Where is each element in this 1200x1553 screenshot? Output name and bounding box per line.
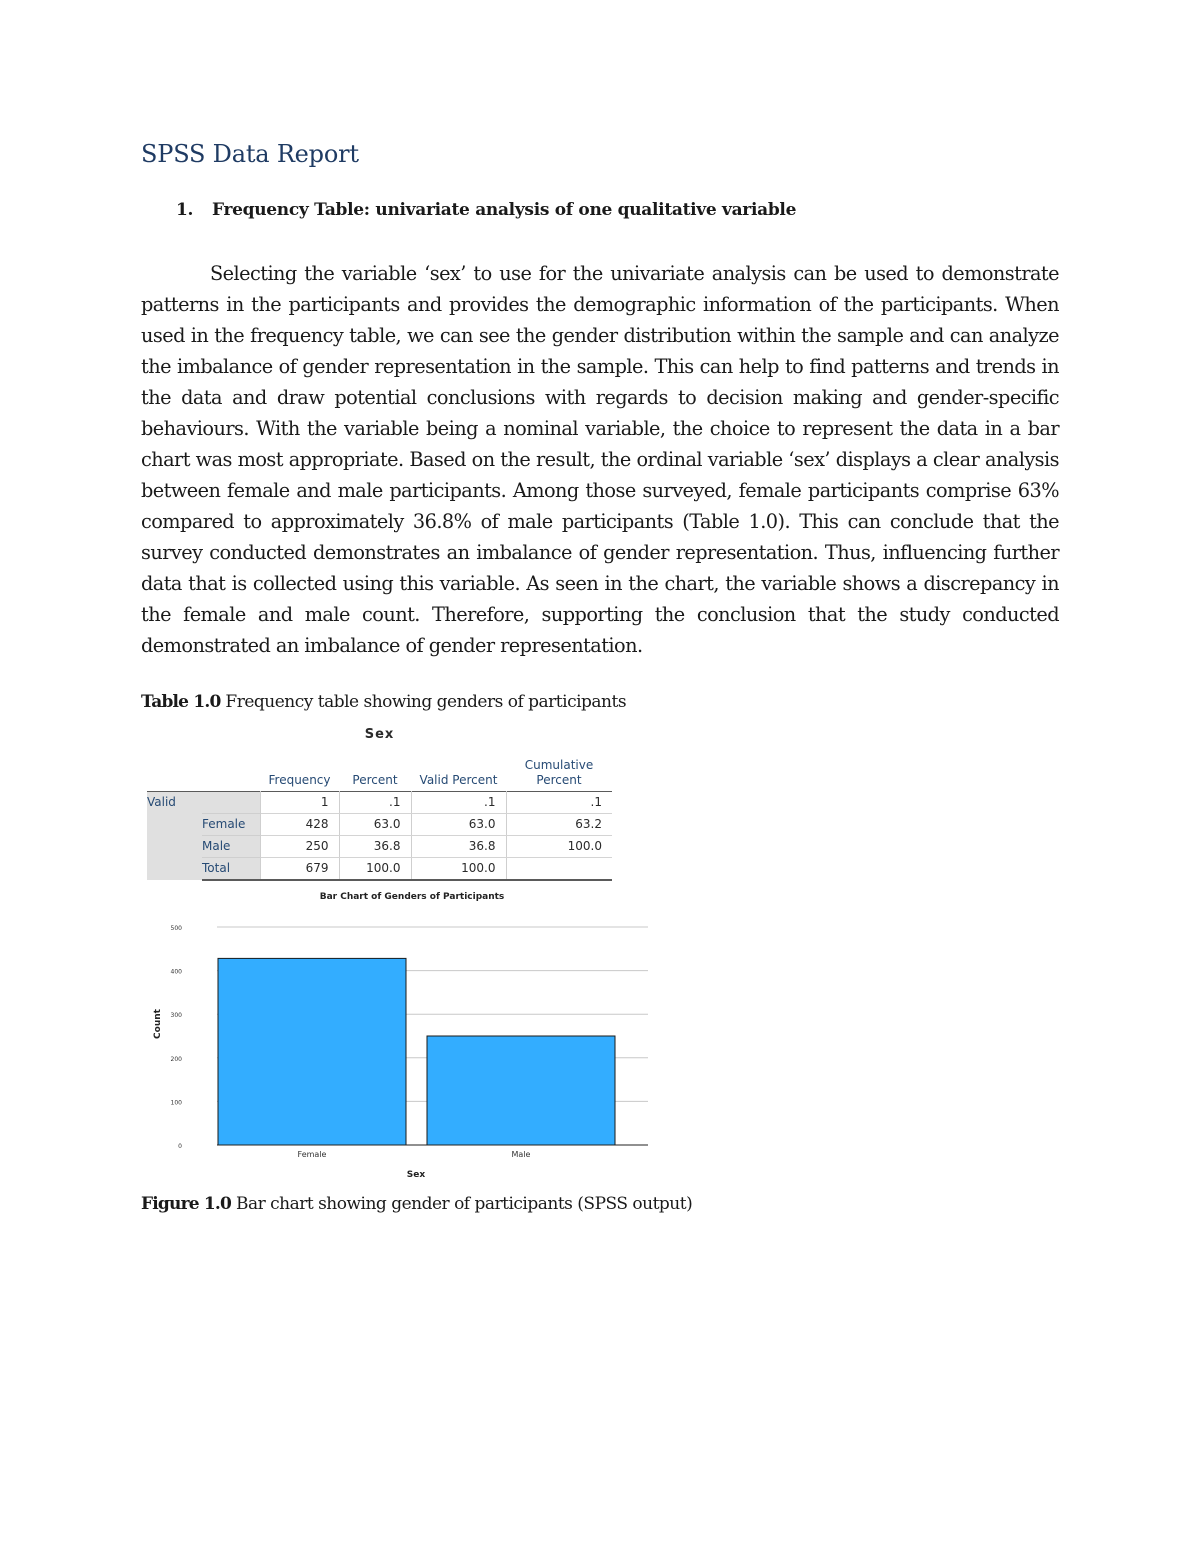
header-blank — [147, 748, 260, 792]
table-caption-text: Frequency table showing genders of participants — [220, 692, 627, 712]
cell-percent: 100.0 — [339, 858, 411, 881]
cell-cumulative: .1 — [506, 792, 612, 814]
page-title: SPSS Data Report — [141, 140, 359, 168]
x-tick-label: Female — [297, 1150, 327, 1159]
bar-female — [218, 958, 406, 1145]
y-tick-label: 100 — [170, 1099, 182, 1107]
y-tick-label: 300 — [170, 1012, 182, 1020]
figure-caption — [141, 1194, 692, 1214]
section-heading — [176, 200, 796, 220]
table-row — [147, 792, 612, 814]
header-frequency: Frequency — [268, 773, 331, 787]
figure-caption-text: Bar chart showing gender of participants (SPSS output) — [231, 1194, 693, 1214]
x-tick-label: Male — [511, 1150, 531, 1159]
chart-bars — [218, 958, 615, 1145]
header-valid-percent: Valid Percent — [419, 773, 498, 787]
bar-male — [427, 1036, 615, 1145]
cell-cumulative: 63.2 — [506, 814, 612, 836]
group-label: Valid — [147, 792, 202, 881]
bar-chart — [140, 882, 660, 1182]
frequency-table — [147, 722, 612, 881]
cell-frequency: 679 — [260, 858, 339, 881]
bar-chart-svg — [140, 882, 660, 1182]
y-axis-label: Count — [153, 1009, 163, 1039]
cell-cumulative — [506, 858, 612, 881]
table-row — [147, 836, 612, 858]
frequency-table-title: Sex — [364, 727, 395, 742]
chart-x-ticks — [298, 1150, 531, 1159]
frequency-table-grid — [147, 748, 612, 881]
row-label: Total — [202, 858, 260, 881]
cell-frequency: 428 — [260, 814, 339, 836]
figure-caption-label: Figure 1.0 — [141, 1194, 232, 1214]
cell-frequency: 250 — [260, 836, 339, 858]
cell-percent: 36.8 — [339, 836, 411, 858]
y-tick-label: 200 — [170, 1055, 182, 1063]
row-label: Female — [202, 814, 260, 836]
y-tick-label: 400 — [170, 968, 182, 976]
table-row — [147, 814, 612, 836]
y-tick-label: 0 — [178, 1143, 182, 1150]
cell-cumulative: 100.0 — [506, 836, 612, 858]
cell-valid-percent: 63.0 — [411, 814, 506, 836]
row-label — [202, 792, 260, 814]
section-heading-text: Frequency Table: univariate analysis of one qualitative variable — [212, 200, 797, 220]
body-paragraph: Selecting the variable ‘sex’ to use for the univariate analysis can be used to demonstrate patterns in the participants and provides the demographic information of the participants. When used in the frequency table, we can see the gender distribution within the sample and can analyze the imbalance of gender representation in the sample. This can help to find patterns and trends in the data and draw potential conclusions with regards to decision making and gender-specific behaviours. With the variable being a nominal variable, the choice to represent the data in a bar chart was most appropriate. Based on the result, the ordinal variable ‘sex’ displays a clear analysis between female and male participants. Among those surveyed, female participants comprise 63% compared to approximately 36.8% of male participants (Table 1.0). This can conclude that the survey conducted demonstrates an imbalance of gender representation. Thus, influencing further data that is collected using this variable. As seen in the chart, the variable shows a discrepancy in the female and male count. Therefore, supporting the conclusion that the study conducted demonstrated an imbalance of gender representation. — [141, 262, 1059, 657]
y-tick-label: 500 — [170, 925, 182, 932]
section-number: 1. — [176, 200, 194, 220]
cell-percent: 63.0 — [339, 814, 411, 836]
cell-valid-percent: 100.0 — [411, 858, 506, 881]
chart-y-ticks — [171, 925, 183, 1150]
cell-valid-percent: .1 — [411, 792, 506, 814]
cell-percent: .1 — [339, 792, 411, 814]
header-cumulative-percent: Cumulative Percent — [524, 758, 594, 787]
cell-valid-percent: 36.8 — [411, 836, 506, 858]
table-row — [147, 858, 612, 881]
row-label: Male — [202, 836, 260, 858]
x-axis-label: Sex — [406, 1170, 426, 1180]
table-caption — [141, 692, 626, 712]
chart-title: Bar Chart of Genders of Participants — [319, 892, 505, 902]
cell-frequency: 1 — [260, 792, 339, 814]
header-percent: Percent — [352, 773, 398, 787]
table-caption-label: Table 1.0 — [141, 692, 221, 712]
